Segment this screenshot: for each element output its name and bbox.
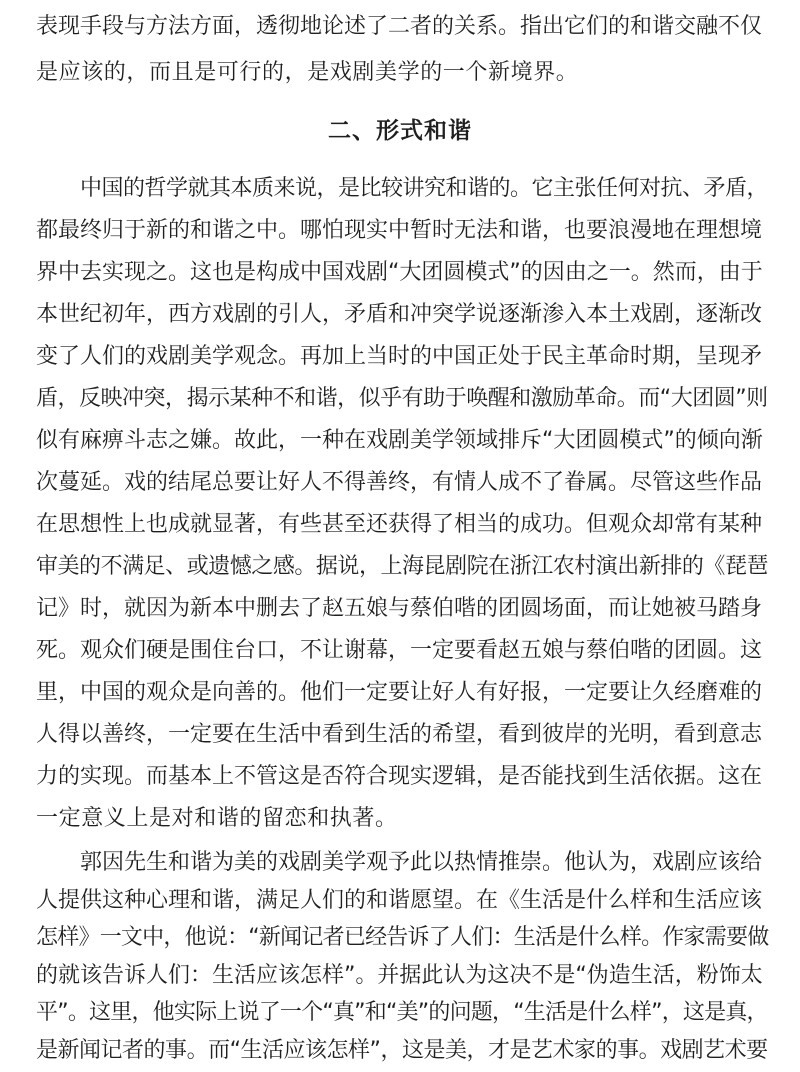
paragraph-line: 的就该告诉人们：生活应该怎样”。并据此认为这决不是“伪造生活，粉饰太 bbox=[36, 963, 763, 988]
paragraph-line: 记》时，就因为新本中删去了赵五娘与蔡伯喈的团圆场面，而让她被马踏身 bbox=[36, 596, 763, 621]
paragraph-line: 审美的不满足、或遗憾之感。据说，上海昆剧院在浙江农村演出新排的《琵琶 bbox=[36, 554, 769, 579]
paragraph-line: 平”。这里，他实际上说了一个“真”和“美”的问题，“生活是什么样”，这是真， bbox=[36, 1000, 768, 1025]
paragraph-line: 在思想性上也成就显著，有些甚至还获得了相当的成功。但观众却常有某种 bbox=[36, 512, 763, 537]
paragraph-line: 变了人们的戏剧美学观念。再加上当时的中国正处于民主革命时期，呈现矛 bbox=[36, 344, 763, 369]
text-line: 是应该的，而且是可行的，是戏剧美学的一个新境界。 bbox=[36, 60, 579, 85]
section-heading: 二、形式和谐 bbox=[328, 118, 472, 144]
paragraph-line: 郭因先生和谐为美的戏剧美学观予此以热情推崇。他认为，戏剧应该给 bbox=[80, 850, 763, 875]
paragraph-line: 界中去实现之。这也是构成中国戏剧“大团圆模式”的因由之一。然而，由于 bbox=[36, 260, 763, 285]
paragraph-line: 人得以善终，一定要在生活中看到生活的希望，看到彼岸的光明，看到意志 bbox=[36, 722, 763, 747]
paragraph-line: 人提供这种心理和谐，满足人们的和谐愿望。在《生活是什么样和生活应该 bbox=[36, 888, 763, 913]
paragraph-line: 次蔓延。戏的结尾总要让好人不得善终，有情人成不了眷属。尽管这些作品 bbox=[36, 470, 763, 495]
text-line: 表现手段与方法方面，透彻地论述了二者的关系。指出它们的和谐交融不仅 bbox=[36, 14, 763, 39]
paragraph-line: 似有麻痹斗志之嫌。故此，一种在戏剧美学领域排斥“大团圆模式”的倾向渐 bbox=[36, 428, 763, 453]
paragraph-line: 里，中国的观众是向善的。他们一定要让好人有好报，一定要让久经磨难的 bbox=[36, 680, 763, 705]
paragraph-line: 怎样》一文中，他说：“新闻记者已经告诉了人们：生活是什么样。作家需要做 bbox=[36, 925, 769, 950]
paragraph-line: 是新闻记者的事。而“生活应该怎样”，这是美，才是艺术家的事。戏剧艺术要 bbox=[36, 1038, 768, 1063]
paragraph-line: 盾，反映冲突，揭示某种不和谐，似乎有助于唤醒和激励革命。而“大团圆”则 bbox=[36, 386, 768, 411]
paragraph-line: 都最终归于新的和谐之中。哪怕现实中暂时无法和谐，也要浪漫地在理想境 bbox=[36, 218, 763, 243]
paragraph-line: 本世纪初年，西方戏剧的引人，矛盾和冲突学说逐渐渗入本土戏剧，逐渐改 bbox=[36, 302, 763, 327]
paragraph-line: 死。观众们硬是围住台口，不让谢幕，一定要看赵五娘与蔡伯喈的团圆。这 bbox=[36, 638, 763, 663]
paragraph-line: 一定意义上是对和谐的留恋和执著。 bbox=[36, 806, 398, 831]
paragraph-line: 中国的哲学就其本质来说，是比较讲究和谐的。它主张任何对抗、矛盾， bbox=[80, 176, 769, 201]
paragraph-line: 力的实现。而基本上不管这是否符合现实逻辑，是否能找到生活依据。这在 bbox=[36, 764, 763, 789]
